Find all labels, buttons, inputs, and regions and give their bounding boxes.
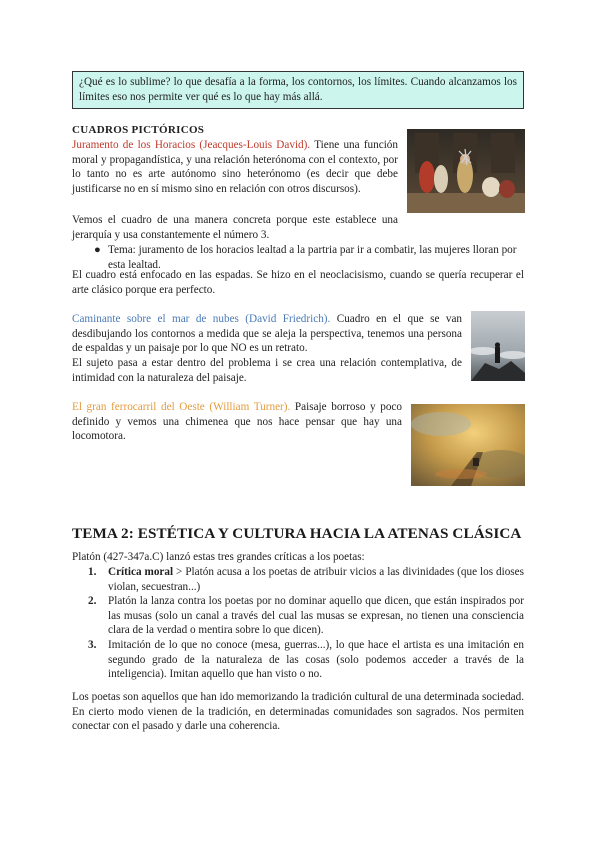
ferrocarril-painting [411, 404, 525, 486]
horacios-paragraph-3: El cuadro está enfocado en las espadas. Se hizo en el neoclacisismo, cuando se quería recuperar el arte clásico porque era perfecto. [72, 269, 524, 296]
section-heading: CUADROS PICTÓRICOS [72, 124, 205, 136]
horacios-text: Tiene una función moral y propagandística, y una relación heterónoma con el contexto, por lo tanto no es arte autónomo sino heterónomo (es decir que debe justificarse no en sí mismo sino en relación con otros discursos). [72, 139, 398, 195]
bullet-dot-icon: ● [94, 244, 101, 256]
horacios-painting [407, 129, 525, 213]
caminante-paragraph-2: El sujeto pasa a estar dentro del problema i se crea una relación contemplativa, de intimidad con la naturaleza del paisaje. [72, 357, 462, 384]
ferrocarril-text: Paisaje borroso y poco definido y vemos una chimenea que nos hace pensar que hay una locomotora. [72, 401, 402, 443]
critica-text: > Platón acusa a los poetas de atribuir vicios a las divinidades (que los dioses violan, secuestran...) [108, 566, 524, 593]
critica-number: 1. [88, 566, 97, 578]
critica-text: Platón la lanza contra los poetas por no dominar aquello que dicen, que están inspirados por las musas (solo un canal a través del cual las musas se expresan, no tienen una consciencia clara de la verdad o mentira sobre lo que dicen). [108, 595, 524, 637]
critica-bold: Crítica moral [108, 566, 174, 578]
horacios-title: Juramento de los Horacios (Jeacques-Louis David). [72, 139, 311, 151]
horacios-paragraph [72, 138, 398, 196]
critica-item-3 [88, 638, 524, 682]
ferrocarril-title: El gran ferrocarril del Oeste (William Turner). [72, 401, 291, 413]
critica-number: 3. [88, 639, 97, 651]
sublime-callout: ¿Qué es lo sublime? lo que desafía a la forma, los contornos, los límites. Cuando alcanzamos los límites eso nos permite ver qué es lo que hay más allá. [72, 71, 524, 109]
caminante-title: Caminante sobre el mar de nubes (David Friedrich). [72, 313, 331, 325]
critica-number: 2. [88, 595, 97, 607]
critica-item-1 [88, 565, 524, 594]
closing-paragraph: Los poetas son aquellos que han ido memorizando la tradición cultural de una determinada sociedad. En cierto modo vienen de la tradición, en determinadas comunidades son sagrados. Nos permiten conectar con el pasado y darle una coherencia. [72, 691, 524, 733]
caminante-paragraph [72, 312, 462, 356]
critica-item-2 [88, 594, 524, 638]
caminante-text: Cuadro en el que se van desdibujando los contornos a medida que se aleja la perspectiva, tenemos una persona de espaldas y un paisaje por lo que NO es un retrato. [72, 313, 463, 355]
ferrocarril-paragraph [72, 400, 402, 444]
horacios-paragraph-2: Vemos el cuadro de una manera concreta porque este establece una jerarquía y usa constantemente el número 3. [72, 214, 398, 241]
horacios-bullet-text: Tema: juramento de los horacios lealtad a la partria par ir a combatir, las mujeres lloran por esta lealtad. [108, 244, 517, 271]
caminante-painting [471, 311, 525, 381]
platon-intro: Platón (427-347a.C) lanzó estas tres grandes críticas a los poetas: [72, 551, 365, 563]
tema-heading: TEMA 2: ESTÉTICA Y CULTURA HACIA LA ATENAS CLÁSICA [72, 525, 522, 542]
critica-text: Imitación de lo que no conoce (mesa, guerras...), lo que hace el artista es una imitación en segundo grado de la naturaleza de las cosas (solo podemos acceder a través de la inteligencia). Imitan aquello que han visto o no. [108, 639, 524, 681]
